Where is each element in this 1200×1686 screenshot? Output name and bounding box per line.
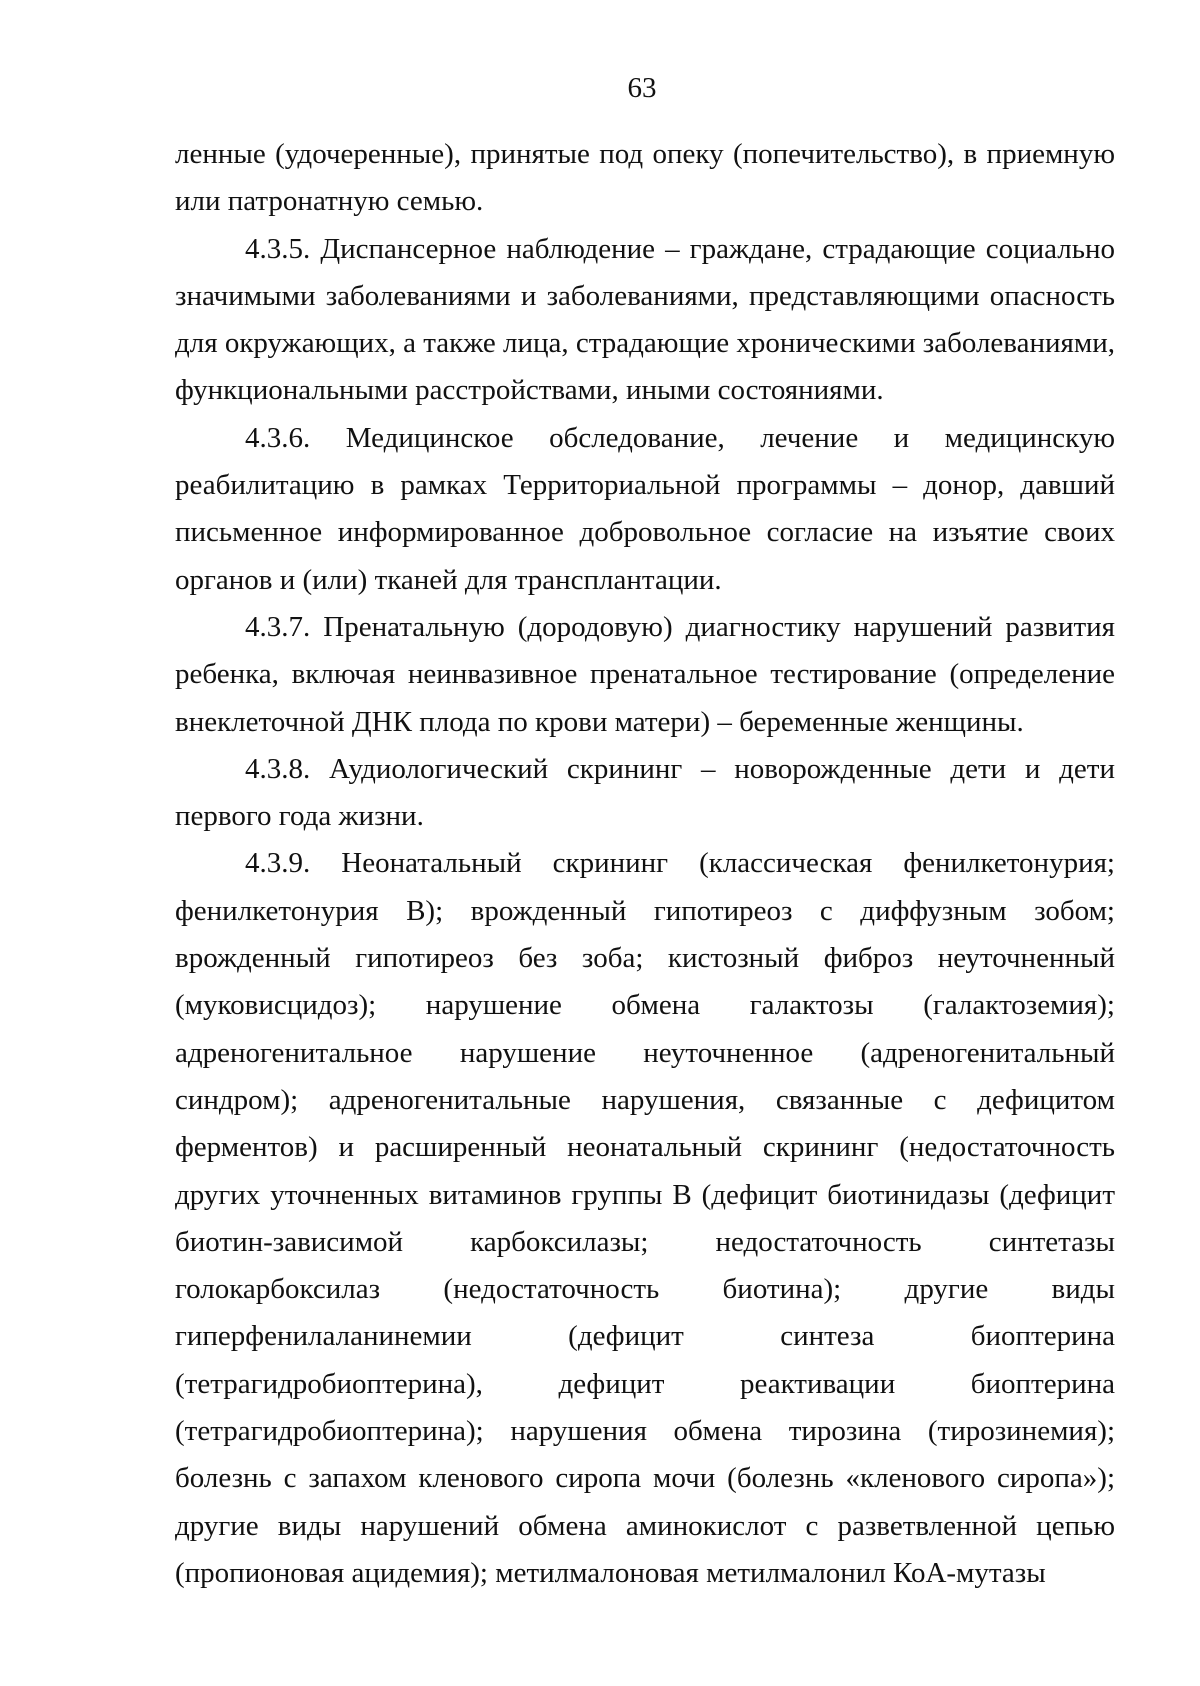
document-body bbox=[175, 131, 1115, 1597]
paragraph-4-3-9: 4.3.9. Неонатальный скрининг (классическая фенилкетонурия; фенилкетонурия В); врожденный гипотиреоз с диффузным зобом; врожденный гипотиреоз без зоба; кистозный фиброз неуточненный (муковисцидоз); нарушение обмена галактозы (галактоземия); адреногенитальное нарушение неуточненное (адреногенитальный синдром); адреногенитальные нарушения, связанные с дефицитом ферментов) и расширенный неонатальный скрининг (недостаточность других уточненных витаминов группы В (дефицит биотинидазы (дефицит биотин-зависимой карбоксилазы; недостаточность синтетазы голокарбоксилаз (недостаточность биотина); другие виды гиперфенилаланинемии (дефицит синтеза биоптерина (тетрагидробиоптерина), дефицит реактивации биоптерина (тетрагидробиоптерина); нарушения обмена тирозина (тирозинемия); болезнь с запахом кленового сиропа мочи (болезнь «кленового сиропа»); другие виды нарушений обмена аминокислот с разветвленной цепью (пропионовая ацидемия); метилмалоновая метилмалонил КоА-мутазы bbox=[175, 847, 1115, 1589]
paragraph-continuation: ленные (удочеренные), принятые под опеку (попечительство), в приемную или патронатную семью. bbox=[175, 138, 1115, 218]
paragraph-4-3-7: 4.3.7. Пренатальную (дородовую) диагностику нарушений развития ребенка, включая неинвазивное пренатальное тестирование (определение внеклеточной ДНК плода по крови матери) – беременные женщины. bbox=[175, 610, 1115, 738]
paragraph-4-3-6: 4.3.6. Медицинское обследование, лечение и медицинскую реабилитацию в рамках Территориальной программы – донор, давший письменное информированное добровольное согласие на изъятие своих органов и (или) тканей для трансплантации. bbox=[175, 421, 1115, 596]
paragraph-4-3-5: 4.3.5. Диспансерное наблюдение – граждане, страдающие социально значимыми заболеваниями и заболеваниями, представляющими опасность для окружающих, а также лица, страдающие хроническими заболеваниями, функциональными расстройствами, иными состояниями. bbox=[175, 232, 1115, 407]
paragraph-4-3-8: 4.3.8. Аудиологический скрининг – новорожденные дети и дети первого года жизни. bbox=[175, 752, 1115, 833]
page-number: 63 bbox=[627, 72, 657, 104]
